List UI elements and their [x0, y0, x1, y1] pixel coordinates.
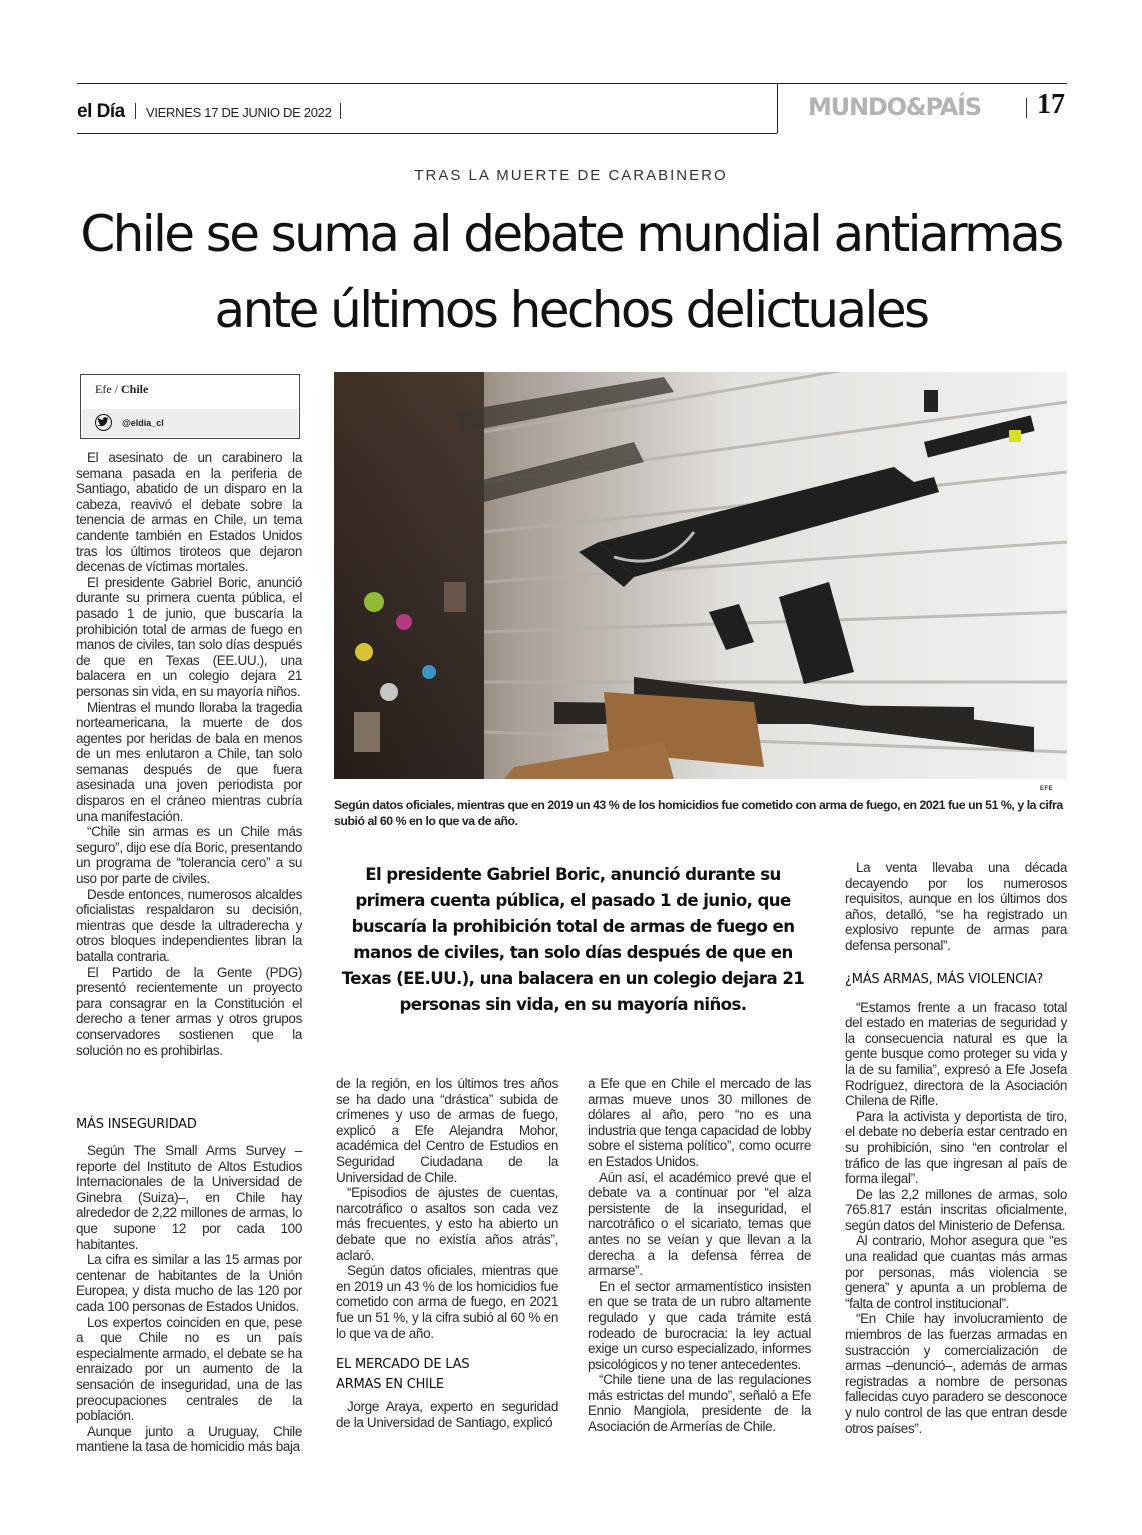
- paragraph: Aunque junto a Uruguay, Chile mantiene la tasa de homicidio más baja: [76, 1423, 302, 1455]
- pull-quote: El presidente Gabriel Boric, anunció durante su primera cuenta pública, el pasado 1 de junio, que buscaría la prohibición total de armas de fuego en manos de civiles, tan solo días después de que en Texas (EE.UU.), una balacera en un colegio dejara 21 personas sin vida, en su mayoría niños.: [341, 865, 805, 1014]
- paragraph: Según datos oficiales, mientras que en 2019 un 43 % de los homicidios fue cometido con arma de fuego, en 2021 fue un 51 %, y la cifra subió al 60 % en lo que va de año.: [336, 1263, 558, 1341]
- page-number: 17: [1037, 89, 1065, 120]
- newspaper-logo: el Día: [77, 101, 125, 122]
- issue-date: VIERNES 17 DE JUNIO DE 2022: [146, 105, 332, 120]
- article-headline: [60, 196, 1082, 348]
- header-top-rule: [77, 83, 1067, 84]
- paragraph: Aún así, el académico prevé que el debate va a continuar por “el alza persistente de la inseguridad, el narcotráfico o el sicariato, temas que antes no se veían y que llevan a la derecha a la defensa férrea de armarse”.: [588, 1169, 811, 1279]
- paragraph: En el sector armamentístico insisten en que se trata de un rubro altamente regulado y que cada trámite está rodeado de burocracia: la ley actual exige un curso especializado, informes psicológicos y no tener antecedentes.: [588, 1278, 811, 1372]
- paragraph: Los expertos coinciden en que, pese a que Chile no es un país especialmente armado, el debate se ha enraizado por un aumento de la sensación de inseguridad, una de las preocupaciones centrales de la población.: [76, 1314, 302, 1424]
- subheading: MÁS INSEGURIDAD: [76, 1117, 197, 1132]
- subheading: EL MERCADO DE LAS ARMAS EN CHILE: [336, 1357, 470, 1393]
- paragraph: Mientras el mundo lloraba la tragedia norteamericana, la muerte de dos agentes por heridas de bala en menos de un mes enlutaron a Chile, tan solo semanas después de que fuera asesinada una joven periodista por disparos en el cráneo mientras cubría una manifestación.: [76, 699, 302, 824]
- article-column-1: [76, 450, 302, 1058]
- paragraph: La venta llevaba una década decayendo por los numerosos requisitos, aunque en los últimos dos años, detalló, “se ha registrado un explosivo repunte de armas para defensa personal”.: [845, 860, 1067, 953]
- paragraph: de la región, en los últimos tres años se ha dado una “drástica” subida de crímenes y uso de armas de fuego, explicó a Efe Alejandra Mohor, académica del Centro de Estudios en Seguridad Ciudadana de la Universidad de Chile.: [336, 1076, 558, 1185]
- photo-caption: Según datos oficiales, mientras que en 2019 un 43 % de los homicidios fue cometido con arma de fuego, en 2021 fue un 51 %, y la cifra subió al 60 % en lo que va de año.: [334, 798, 1063, 828]
- header-pipe: [340, 103, 341, 119]
- article-column-3: [588, 1076, 811, 1435]
- subheading: ¿MÁS ARMAS, MÁS VIOLENCIA?: [845, 971, 1044, 987]
- article-column-1-continued: [76, 1115, 302, 1455]
- byline-agency: Efe / Chile: [95, 382, 149, 396]
- headline-line: Chile se suma al debate mundial antiarmas: [80, 205, 1062, 263]
- photo-credit: EFE: [1040, 786, 1054, 792]
- byline-location: Chile: [121, 382, 149, 396]
- article-column-4: [845, 860, 1067, 1436]
- article-column-2: [336, 1076, 558, 1430]
- paragraph: El Partido de la Gente (PDG) presentó recientemente un proyecto para consagrar en la Constitución el derecho a tener armas y otros grupos conservadores sostienen que la solución no es prohibirlas.: [76, 964, 302, 1058]
- twitter-bird-icon: [95, 414, 112, 431]
- paragraph: “En Chile hay involucramiento de miembros de las fuerzas armadas en sustracción y comercialización de armas –denunció–, además de armas registradas a nombre de personas fallecidas cuyo paradero se desconoce y nulo control de las que entran desde otros países”.: [845, 1311, 1067, 1436]
- article-kicker: TRAS LA MUERTE DE CARABINERO: [414, 167, 728, 184]
- paragraph: El presidente Gabriel Boric, anunció durante su primera cuenta pública, el pasado 1 de junio, que buscaría la prohibición total de armas de fuego en manos de civiles, tan solo días después de que en Texas (EE.UU.), una balacera en un colegio dejara 21 personas sin vida, en su mayoría niños.: [76, 574, 302, 699]
- paragraph: Desde entonces, numerosos alcaldes oficialistas respaldaron su decisión, mientras que desde la ultraderecha y otros bloques independientes libran la batalla contraria.: [76, 886, 302, 964]
- header-pipe: [135, 103, 136, 119]
- headline-line: ante últimos hechos delictuales: [214, 281, 928, 339]
- byline-social: [82, 409, 298, 437]
- paragraph: Según The Small Arms Survey –reporte del Instituto de Altos Estudios Internacionales de la Universidad de Ginebra (Suiza)–, en Chile hay alrededor de 2,22 millones de armas, lo que supone 12 por cada 100 habitantes.: [76, 1143, 302, 1252]
- social-handle: @eldia_cl: [122, 418, 164, 428]
- paragraph: “Estamos frente a un fracaso total del estado en materias de seguridad y la consecuencia natural es que la gente busque como proteger su vida y la de su familia”, expresó a Efe Josefa Rodríguez, directora de la Asociación Chilena de Rifle.: [845, 999, 1067, 1109]
- paragraph: “Episodios de ajustes de cuentas, narcotráfico o asaltos son cada vez más frecuentes, y esto ha abierto un debate que no existía años atrás”, aclaró.: [336, 1185, 558, 1263]
- byline-box: [80, 374, 300, 439]
- paragraph: El asesinato de un carabinero la semana pasada en la periferia de Santiago, abatido de un disparo en la cabeza, reavivó el debate sobre la tenencia de armas en Chile, un tema candente también en Estados Unidos tras los últimos tiroteos que dejaron decenas de víctimas mortales.: [76, 450, 302, 575]
- paragraph: a Efe que en Chile el mercado de las armas mueve unos 30 millones de dólares al año, pero “no es una industria que tenga capacidad de lobby sobre el sistema político”, como ocurre en Estados Unidos.: [588, 1076, 811, 1169]
- paragraph: “Chile tiene una de las regulaciones más estrictas del mundo”, señaló a Efe Ennio Mangiola, presidente de la Asociación de Armerías de Chile.: [588, 1372, 811, 1435]
- paragraph: De las 2,2 millones de armas, solo 765.817 están inscritas oficialmente, según datos del Ministerio de Defensa.: [845, 1186, 1067, 1233]
- paragraph: Jorge Araya, experto en seguridad de la Universidad de Santiago, explicó: [336, 1399, 558, 1430]
- paragraph: La cifra es similar a las 15 armas por centenar de habitantes de la Unión Europea, y dista mucho de las 120 por cada 100 personas de Estados Unidos.: [76, 1252, 302, 1314]
- header-divider: [777, 84, 778, 133]
- paragraph: “Chile sin armas es un Chile más seguro”, dijo ese día Boric, presentando un programa de “tolerancia cero” a su uso por parte de civiles.: [76, 824, 302, 887]
- section-name: MUNDO&PAÍS: [808, 93, 981, 121]
- header-bottom-rule: [77, 133, 777, 134]
- rifles-on-wall-photo: [334, 372, 1067, 779]
- paragraph: Para la activista y deportista de tiro, el debate no debería estar centrado en su prohibición, sino “en controlar el tráfico de las que ingresan al país de forma ilegal”.: [845, 1108, 1067, 1187]
- header-pipe: [1026, 98, 1027, 118]
- paragraph: Al contrario, Mohor asegura que “es una realidad que cuantas más armas por personas, más violencia se genera” y apunta a un problema de “falta de control institucional”.: [845, 1233, 1067, 1311]
